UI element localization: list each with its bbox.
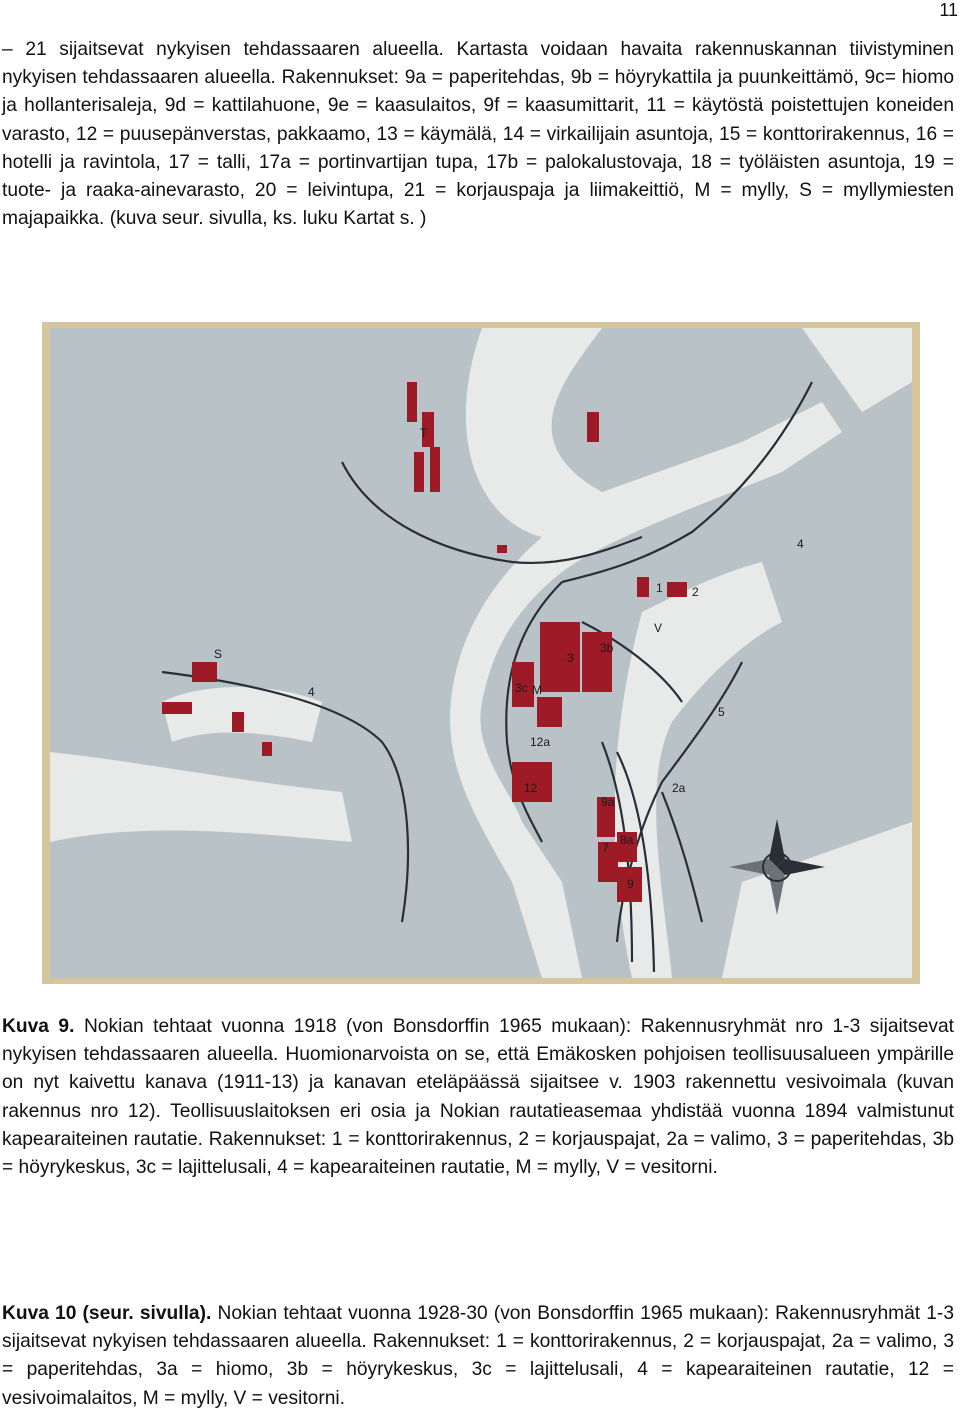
map-label: 3c — [515, 681, 528, 695]
map-label: 2 — [692, 585, 699, 599]
building — [497, 545, 507, 553]
building-1 — [637, 577, 649, 597]
map-label: T — [420, 426, 428, 440]
figure-caption-10 — [2, 1300, 954, 1413]
map-label: 3b — [600, 641, 614, 655]
map-label: 4 — [797, 537, 804, 551]
map-label: 12 — [524, 781, 538, 795]
map-label: 7 — [602, 841, 609, 855]
map-label: 3 — [567, 651, 574, 665]
building — [414, 452, 424, 492]
building — [430, 447, 440, 492]
figure-caption-9 — [2, 1013, 954, 1182]
caption-label: Kuva 9. — [2, 1016, 75, 1037]
factory-map — [42, 322, 920, 984]
building-3 — [540, 622, 580, 692]
map-label: 5 — [718, 705, 725, 719]
caption-label: Kuva 10 — [2, 1303, 77, 1324]
map-label: M — [532, 683, 542, 697]
map-label: 1 — [656, 581, 663, 595]
map-label: 2a — [672, 781, 686, 795]
caption-label-rest: (seur. sivulla). — [76, 1303, 212, 1324]
caption-text: Nokian tehtaat vuonna 1928-30 (von Bonsdorffin 1965 mukaan): Rakennusryhmät 1-3 sijaitsevat nykyisen tehdassaaren alueella. Rakennukset: 1 = konttorirakennus, 2 = korjauspajat, 2a = valimo, 3 = paperitehdas, 3a = hiomo, 3b = höyrykeskus, 3c = lajittelusali, 4 = kapearaiteinen rautatie, 12 = vesivoimalaitos, M = mylly, V = vesitorni. — [2, 1303, 954, 1409]
building — [232, 712, 244, 732]
intro-paragraph: – 21 sijaitsevat nykyisen tehdassaaren alueella. Kartasta voidaan havaita rakennuskannan tiivistyminen nykyisen tehdassaaren alueella. Rakennukset: 9a = paperitehdas, 9b = höyrykattila ja puunkeittämö, 9c= hiomo ja hollanterisaleja, 9d = kattilahuone, 9e = kaasulaitos, 9f = kaasumittarit, 11 = käytöstä poistettujen koneiden varasto, 12 = puusepänverstas, pakkaamo, 13 = käymälä, 14 = virkailijain asuntoja, 15 = konttorirakennus, 16 = hotelli ja ravintola, 17 = talli, 17a = portinvartijan tupa, 17b = palokalustovaja, 18 = työläisten asuntoja, 19 = tuote- ja raaka-ainevarasto, 20 = leivintupa, 21 = korjauspaja ja liimakeittiö, M = mylly, S = myllymiesten majapaikka. (kuva seur. sivulla, ks. luku Kartat s. ) — [2, 39, 954, 230]
building — [262, 742, 272, 756]
map-label: 9 — [627, 877, 634, 891]
map-figure — [42, 322, 920, 984]
map-label: 4 — [308, 685, 315, 699]
building-s — [192, 662, 217, 682]
building — [407, 382, 417, 422]
building — [587, 412, 599, 442]
page-number: 11 — [939, 0, 958, 20]
building-2 — [667, 582, 687, 597]
map-label: 12a — [530, 735, 551, 749]
map-label: 9a — [601, 795, 615, 809]
caption-text: Nokian tehtaat vuonna 1918 (von Bonsdorffin 1965 mukaan): Rakennusryhmät nro 1-3 sijaitsevat nykyisen tehdassaaren alueella. Huomionarvoista on se, että Emäkosken pohjoisen teollisuusalueen ympärille on nyt kaivettu kanava (1911-13) ja kanavan eteläpäässä sijaitsee v. 1903 rakennettu vesivoimala (kuvan rakennus nro 12). Teollisuuslaitoksen eri osia ja Nokian rautatieasemaa yhdistää vuonna 1894 valmistunut kapearaiteinen rautatie. Rakennukset: 1 = konttorirakennus, 2 = korjauspajat, 2a = valimo, 3 = paperitehdas, 3b = höyrykeskus, 3c = lajittelusali, 4 = kapearaiteinen rautatie, M = mylly, V = vesitorni. — [2, 1016, 954, 1179]
map-label: V — [654, 621, 663, 635]
building — [162, 702, 192, 714]
map-label: S — [214, 647, 223, 661]
map-label: 8a — [620, 833, 634, 847]
building-m — [537, 697, 562, 727]
